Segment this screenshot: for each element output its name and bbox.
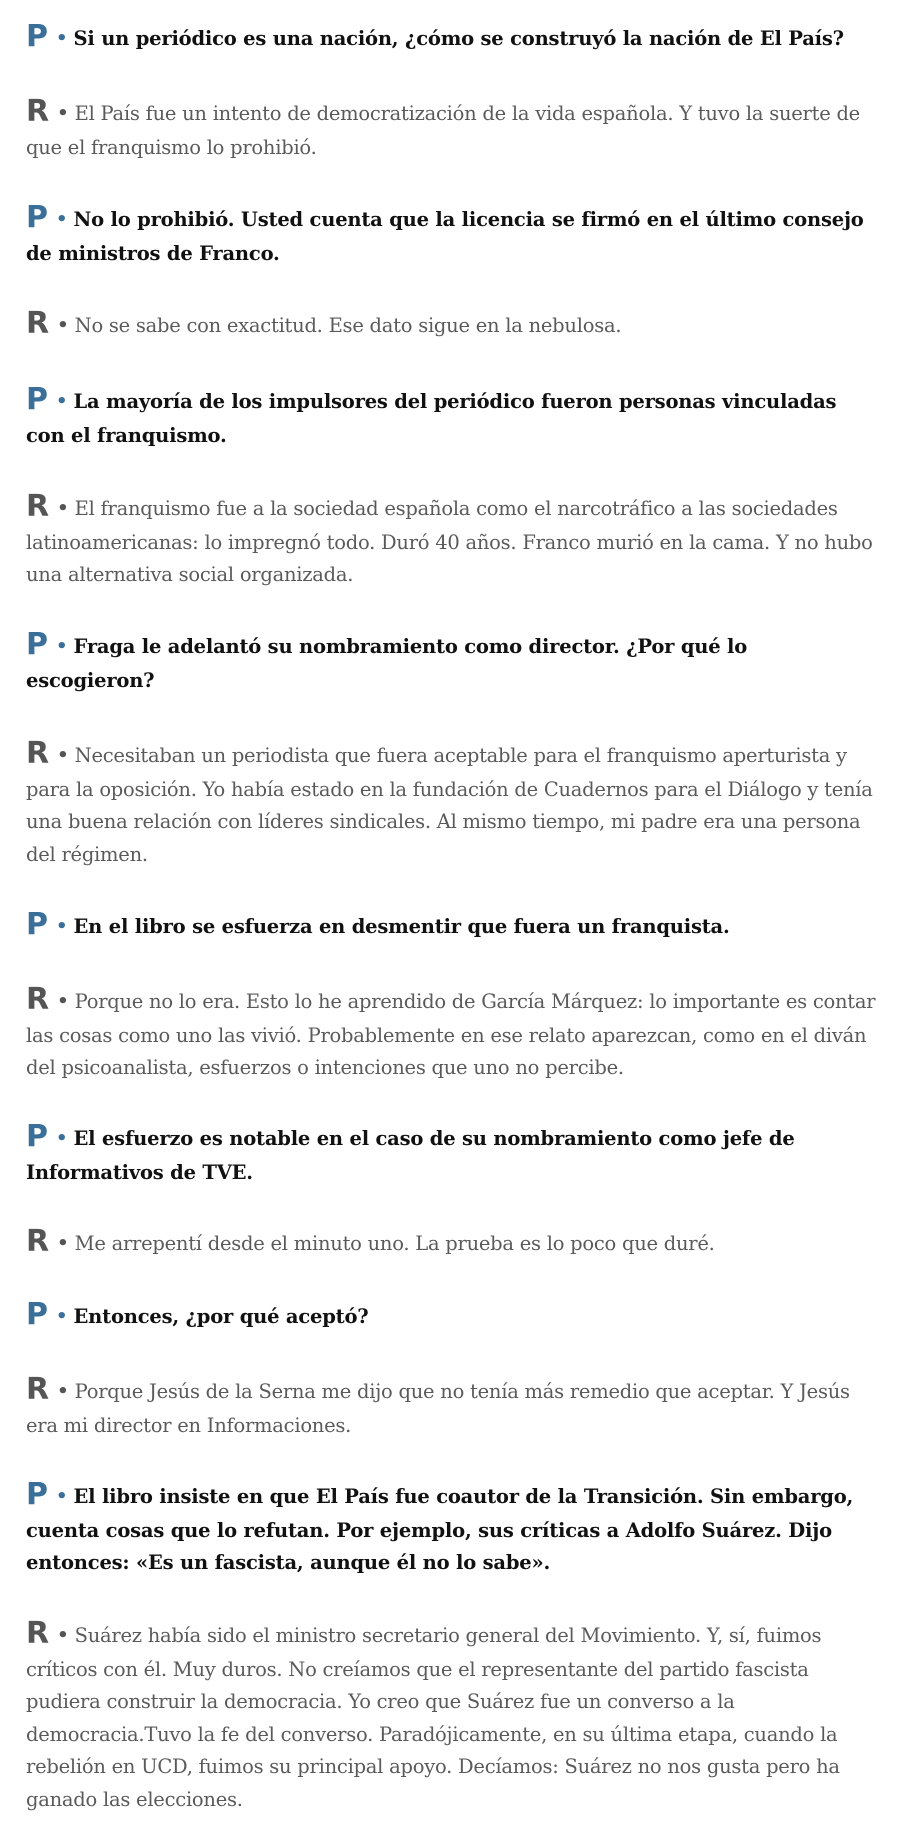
answer-marker: R • (26, 982, 69, 1017)
answer-marker: R • (26, 1372, 69, 1407)
answer-paragraph (26, 1373, 878, 1442)
answer-paragraph (26, 1225, 715, 1262)
answer-paragraph (26, 95, 878, 164)
question-paragraph (26, 383, 878, 452)
question-text: Si un periódico es una nación, ¿cómo se construyó la nación de El País? (73, 27, 844, 50)
question-text: El libro insiste en que El País fue coautor de la Transición. Sin embargo, cuenta cosas que lo refutan. Por ejemplo, sus críticas a Adolfo Suárez. Dijo entonces: «Es un fascista, aunque él no lo sabe». (26, 1485, 854, 1574)
answer-text: Porque no lo era. Esto lo he aprendido de García Márquez: lo importante es contar las cosas como uno las vivió. Probablemente en ese relato aparezcan, como en el diván del psicoanalista, esfuerzos o intenciones que uno no percibe. (26, 990, 876, 1079)
question-text: Fraga le adelantó su nombramiento como director. ¿Por qué lo escogieron? (26, 635, 748, 692)
answer-text: El País fue un intento de democratización de la vida española. Y tuvo la suerte de que el franquismo lo prohibió. (26, 102, 860, 159)
question-text: Entonces, ¿por qué aceptó? (73, 1305, 369, 1328)
question-paragraph (26, 1120, 878, 1189)
answer-marker: R • (26, 1616, 69, 1651)
question-text: El esfuerzo es notable en el caso de su nombramiento como jefe de Informativos de TVE. (26, 1127, 795, 1184)
question-paragraph (26, 1298, 369, 1335)
answer-paragraph (26, 983, 878, 1085)
answer-paragraph (26, 490, 878, 592)
answer-marker: R • (26, 489, 69, 524)
answer-text: El franquismo fue a la sociedad española como el narcotráfico a las sociedades latinoamericanas: lo impregnó todo. Duró 40 años. Franco murió en la cama. Y no hubo una alternativa social organizada. (26, 497, 873, 586)
question-paragraph (26, 20, 844, 57)
answer-paragraph (26, 737, 878, 871)
question-marker: P • (26, 1297, 68, 1332)
answer-text: No se sabe con exactitud. Ese dato sigue en la nebulosa. (74, 314, 622, 337)
question-marker: P • (26, 382, 68, 417)
answer-paragraph (26, 1617, 878, 1816)
answer-marker: R • (26, 736, 69, 771)
question-text: No lo prohibió. Usted cuenta que la licencia se firmó en el último consejo de ministros de Franco. (26, 208, 864, 265)
question-marker: P • (26, 627, 68, 662)
answer-text: Suárez había sido el ministro secretario general del Movimiento. Y, sí, fuimos críticos con él. Muy duros. No creíamos que el representante del partido fascista pudiera construir la democracia. Yo creo que Suárez fue un converso a la democracia.Tuvo la fe del converso. Paradójicamente, en su última etapa, cuando la rebelión en UCD, fuimos su principal apoyo. Decíamos: Suárez no nos gusta pero ha ganado las elecciones. (26, 1624, 840, 1811)
question-marker: P • (26, 200, 68, 235)
question-paragraph (26, 201, 878, 270)
question-paragraph (26, 908, 730, 945)
answer-marker: R • (26, 94, 69, 129)
answer-text: Porque Jesús de la Serna me dijo que no tenía más remedio que aceptar. Y Jesús era mi director en Informaciones. (26, 1380, 850, 1437)
answer-marker: R • (26, 1224, 69, 1259)
answer-paragraph (26, 307, 621, 344)
question-marker: P • (26, 19, 68, 54)
question-text: En el libro se esfuerza en desmentir que fuera un franquista. (73, 915, 730, 938)
answer-text: Me arrepentí desde el minuto uno. La prueba es lo poco que duré. (74, 1232, 715, 1255)
question-marker: P • (26, 907, 68, 942)
answer-text: Necesitaban un periodista que fuera aceptable para el franquismo aperturista y para la oposición. Yo había estado en la fundación de Cuadernos para el Diálogo y tenía una buena relación con líderes sindicales. Al mismo tiempo, mi padre era una persona del régimen. (26, 744, 873, 866)
question-paragraph (26, 1478, 878, 1580)
question-marker: P • (26, 1477, 68, 1512)
question-marker: P • (26, 1119, 68, 1154)
answer-marker: R • (26, 306, 69, 341)
question-text: La mayoría de los impulsores del periódico fueron personas vinculadas con el franquismo. (26, 390, 837, 447)
question-paragraph (26, 628, 878, 697)
